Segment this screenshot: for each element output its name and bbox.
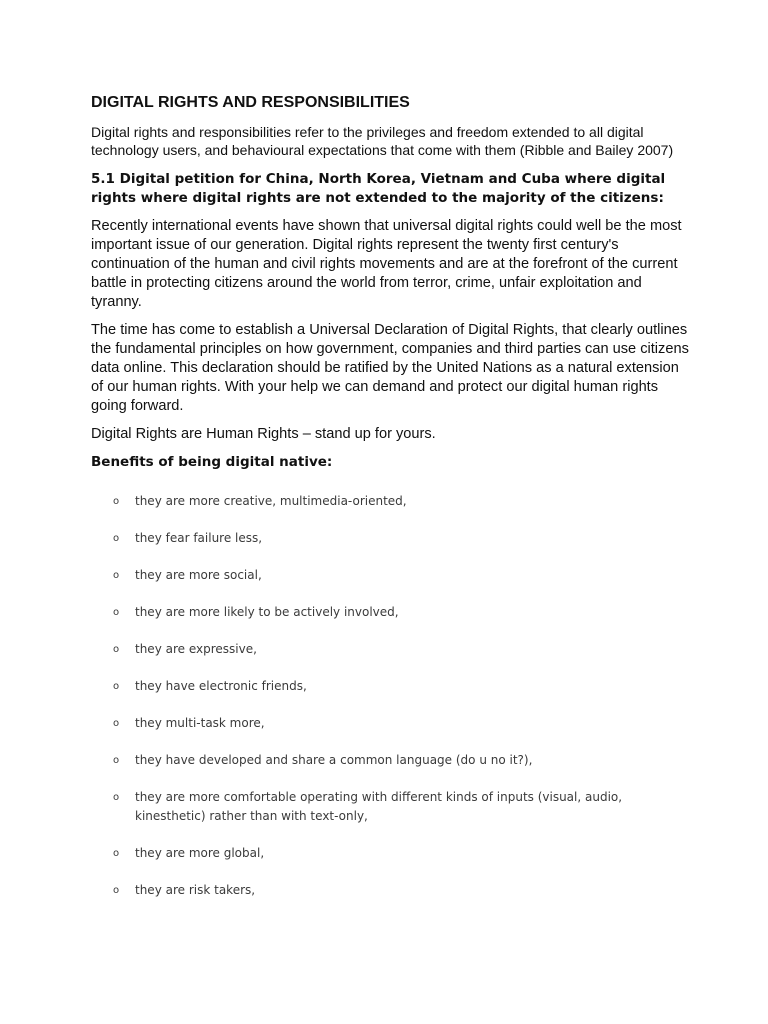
circle-bullet-icon: o xyxy=(113,533,120,544)
circle-bullet-icon: o xyxy=(113,718,120,729)
circle-bullet-icon: o xyxy=(113,496,120,507)
document-title: DIGITAL RIGHTS AND RESPONSIBILITIES xyxy=(91,94,410,111)
circle-bullet-icon: o xyxy=(113,644,120,655)
list-item xyxy=(91,788,691,826)
list-item-text: they have electronic friends, xyxy=(135,679,307,693)
list-item-text: they are more social, xyxy=(135,568,262,582)
body-paragraph: Digital Rights are Human Rights – stand up for yours. xyxy=(91,426,436,442)
document-body xyxy=(91,93,691,918)
list-item xyxy=(91,603,691,622)
list-item xyxy=(91,881,691,900)
list-item-text: they are more global, xyxy=(135,846,265,860)
circle-bullet-icon: o xyxy=(113,848,120,859)
intro-paragraph: Digital rights and responsibilities refer to the privileges and freedom extended to all digital technology users, and behavioural expectations that come with them (Ribble and Bailey 2007) xyxy=(91,124,674,158)
list-item-text: they have developed and share a common language (do u no it?), xyxy=(135,753,533,767)
list-item xyxy=(91,844,691,863)
benefits-list xyxy=(91,492,691,900)
list-item xyxy=(91,492,691,511)
list-item-text: they are more likely to be actively involved, xyxy=(135,605,399,619)
circle-bullet-icon: o xyxy=(113,570,120,581)
list-item xyxy=(91,566,691,585)
benefits-heading: Benefits of being digital native: xyxy=(91,454,333,470)
circle-bullet-icon: o xyxy=(113,681,120,692)
list-item-text: they multi-task more, xyxy=(135,716,265,730)
section-heading: 5.1 Digital petition for China, North Korea, Vietnam and Cuba where digital rights where digital rights are not extended to the majority of the citizens: xyxy=(91,171,666,206)
circle-bullet-icon: o xyxy=(113,792,120,803)
list-item-text: they are more creative, multimedia-oriented, xyxy=(135,494,407,508)
list-item-text: they are expressive, xyxy=(135,642,257,656)
list-item xyxy=(91,714,691,733)
circle-bullet-icon: o xyxy=(113,885,120,896)
body-paragraph: The time has come to establish a Universal Declaration of Digital Rights, that clearly outlines the fundamental principles on how government, companies and third parties can use citizens data online. This declaration should be ratified by the United Nations as a natural extension of our human rights. With your help we can demand and protect our digital human rights going forward. xyxy=(91,322,689,414)
list-item xyxy=(91,529,691,548)
list-item-text: they are more comfortable operating with different kinds of inputs (visual, audio, kinesthetic) rather than with text-only, xyxy=(135,790,623,823)
list-item-text: they fear failure less, xyxy=(135,531,263,545)
list-item-text: they are risk takers, xyxy=(135,883,256,897)
list-item xyxy=(91,677,691,696)
circle-bullet-icon: o xyxy=(113,607,120,618)
list-item xyxy=(91,751,691,770)
circle-bullet-icon: o xyxy=(113,755,120,766)
list-item xyxy=(91,640,691,659)
body-paragraph: Recently international events have shown that universal digital rights could well be the most important issue of our generation. Digital rights represent the twenty first century's continuation of the human and civil rights movements and are at the forefront of the current battle in protecting citizens around the world from terror, crime, unfair exploitation and tyranny. xyxy=(91,218,682,310)
